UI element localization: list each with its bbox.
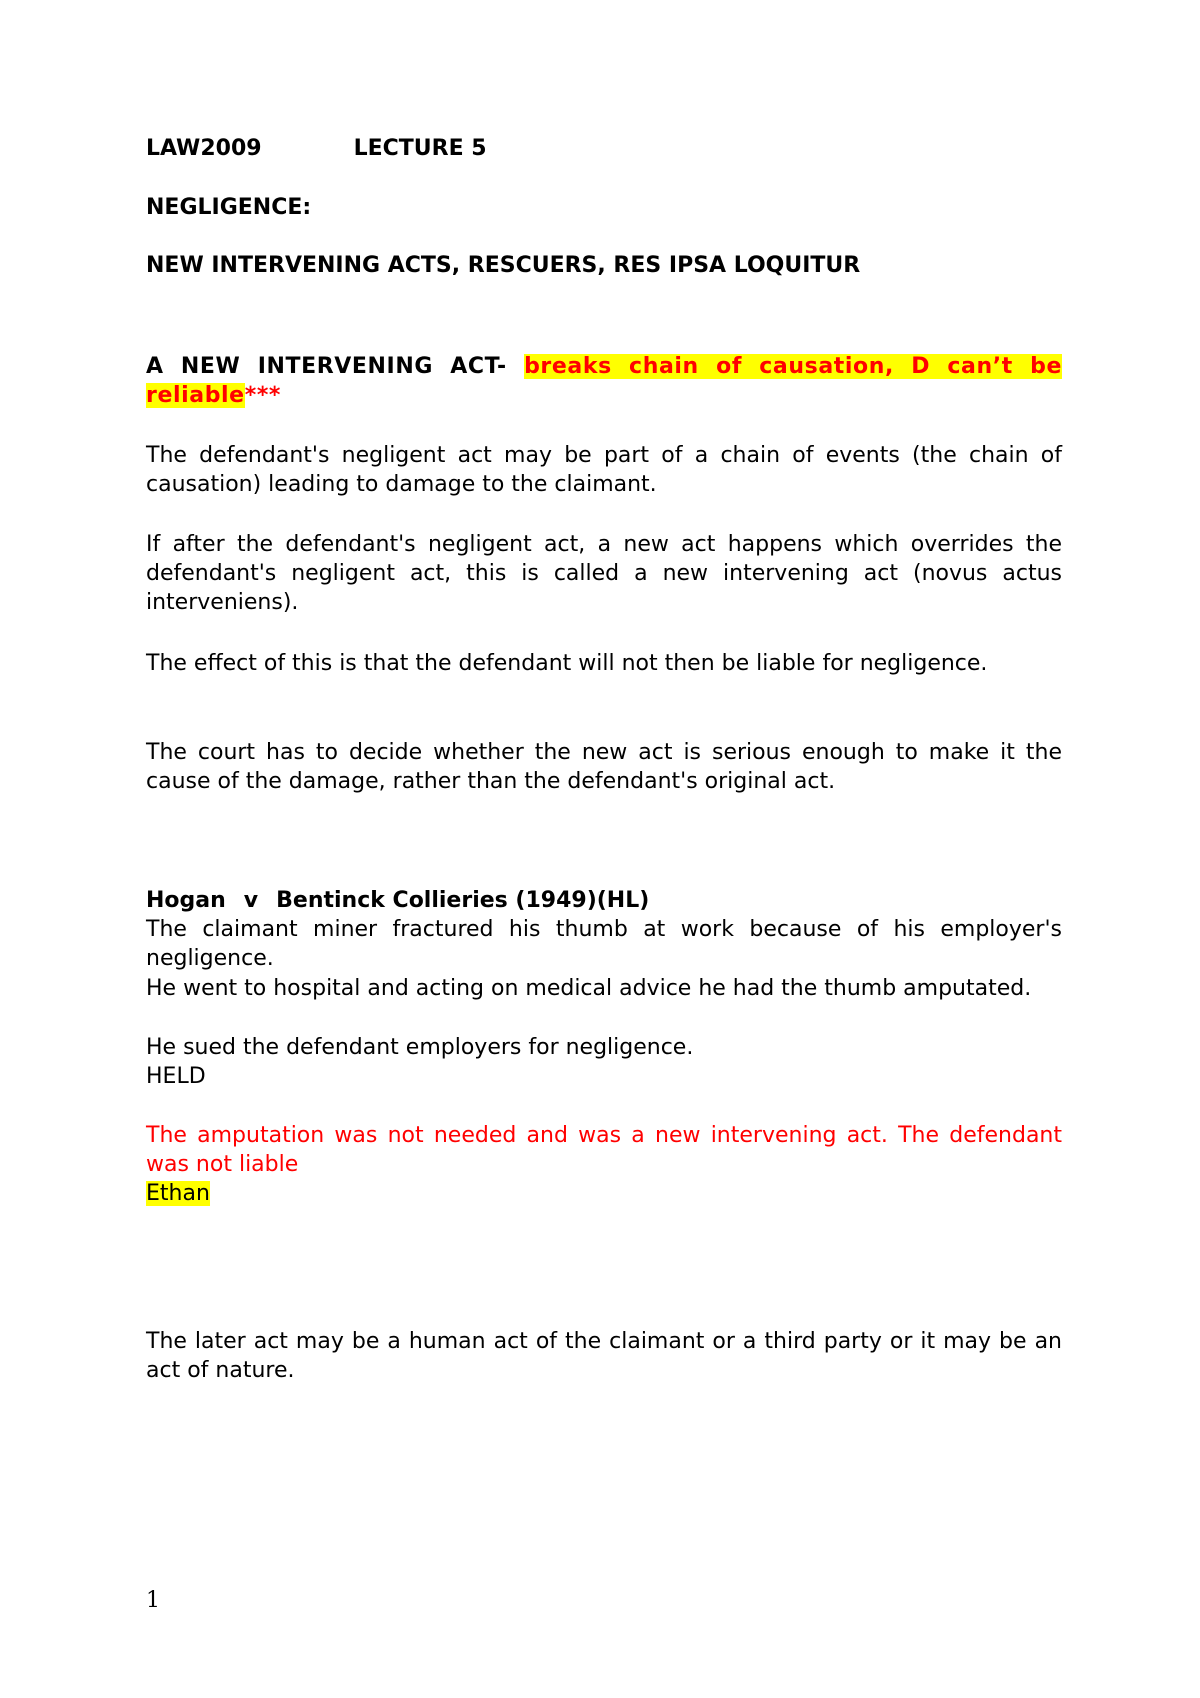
paragraph: The defendant's negligent act may be part of a chain of events (the chain of causation) leading to damage to the claimant. [146,443,1062,497]
course-code: LAW2009 [146,136,262,161]
page-number: 1 [146,1588,160,1613]
section-heading-highlight: breaks chain of causation, D can’t be [524,354,1062,379]
section-heading [146,352,1062,410]
lecture-number: LECTURE 5 [353,136,487,161]
held-label: HELD [146,1064,206,1089]
section-heading-highlight-2: reliable [146,383,245,408]
case-versus: v [243,888,259,913]
case-party-defendant: Bentinck Collieries (1949)(HL) [276,888,650,913]
held-text: The amputation was not needed and was a new intervening act. The defendant was not liable [146,1123,1062,1177]
case-fact: The claimant miner fractured his thumb at work because of his employer's negligence. [146,917,1062,971]
case-fact: He sued the defendant employers for negligence. [146,1035,694,1060]
case-title [146,886,1062,915]
note-line [146,1179,1062,1208]
closing-paragraph: The later act may be a human act of the claimant or a third party or it may be an act of nature. [146,1329,1062,1383]
paragraph: The effect of this is that the defendant will not then be liable for negligence. [146,651,988,676]
course-header [146,134,1062,163]
case-party-claimant: Hogan [146,888,226,913]
paragraph: If after the defendant's negligent act, a new act happens which overrides the defendant's negligent act, this is called a new intervening act (novus actus interveniens). [146,532,1062,615]
paragraph: The court has to decide whether the new act is serious enough to make it the cause of the damage, rather than the defendant's original act. [146,740,1062,794]
document-subtitle: NEW INTERVENING ACTS, RESCUERS, RES IPSA LOQUITUR [146,253,861,278]
case-fact: He went to hospital and acting on medical advice he had the thumb amputated. [146,976,1032,1001]
note-highlight: Ethan [146,1181,210,1206]
topic-heading: NEGLIGENCE: [146,195,312,220]
section-heading-lead: A NEW INTERVENING ACT- [146,354,507,379]
section-heading-stars: *** [244,383,282,408]
